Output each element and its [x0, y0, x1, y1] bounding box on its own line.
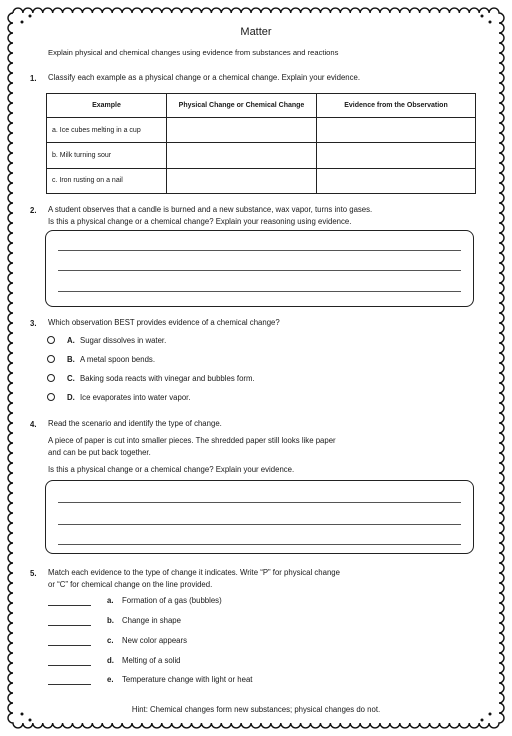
option-letter: C. — [67, 374, 75, 383]
corner-dot — [489, 21, 492, 24]
q3-number: 3. — [30, 319, 37, 328]
option-text: Baking soda reacts with vinegar and bubbles form. — [80, 374, 255, 383]
classification-table — [46, 93, 476, 194]
q3-text: Which observation BEST provides evidence of a chemical change? — [48, 318, 280, 327]
hint-text: Hint: Chemical changes form new substances; physical changes do not. — [131, 705, 381, 714]
answer-line — [58, 291, 461, 292]
corner-dot — [481, 15, 484, 18]
radio-circle-icon[interactable] — [47, 374, 55, 382]
answer-blank[interactable] — [48, 625, 91, 626]
answer-line — [58, 524, 461, 525]
corner-dot — [481, 719, 484, 722]
option-text: Ice evaporates into water vapor. — [80, 393, 191, 402]
table-row — [47, 168, 476, 193]
table-row — [47, 143, 476, 168]
row-example: b. Milk turning sour — [47, 143, 167, 168]
page-subtitle: Explain physical and chemical changes using evidence from substances and reactions — [48, 48, 339, 57]
q2-line2: Is this a physical change or a chemical change? Explain your reasoning using evidence. — [48, 217, 352, 226]
q4-scenario-line2: and can be put back together. — [48, 448, 151, 457]
option-letter: B. — [67, 355, 75, 364]
match-text: New color appears — [122, 636, 188, 645]
q5-line2: or “C” for chemical change on the line provided. — [48, 580, 213, 589]
corner-dot — [29, 15, 32, 18]
q2-line1: A student observes that a candle is burned and a new substance, wax vapor, turns into gases. — [48, 205, 373, 214]
match-letter: c. — [107, 636, 114, 645]
option-letter: A. — [67, 336, 75, 345]
match-letter: d. — [107, 656, 114, 665]
match-letter: b. — [107, 616, 114, 625]
match-text: Change in shape — [122, 616, 181, 625]
answer-line — [58, 502, 461, 503]
radio-circle-icon[interactable] — [47, 393, 55, 401]
row-evidence-cell[interactable] — [317, 143, 476, 168]
answer-blank[interactable] — [48, 684, 91, 685]
answer-blank[interactable] — [48, 605, 91, 606]
corner-dot — [29, 719, 32, 722]
match-text: Formation of a gas (bubbles) — [122, 596, 222, 605]
row-change-type-cell[interactable] — [167, 143, 317, 168]
row-example: c. Iron rusting on a nail — [47, 168, 167, 193]
answer-blank[interactable] — [48, 665, 91, 666]
row-change-type-cell[interactable] — [167, 118, 317, 143]
header-example: Example — [47, 94, 167, 118]
q4-question: Is this a physical change or a chemical change? Explain your evidence. — [48, 465, 295, 474]
q2-number: 2. — [30, 206, 37, 215]
match-letter: e. — [107, 675, 114, 684]
option-letter: D. — [67, 393, 75, 402]
answer-line — [58, 270, 461, 271]
answer-blank[interactable] — [48, 645, 91, 646]
header-change-type: Physical Change or Chemical Change — [167, 94, 317, 118]
match-letter: a. — [107, 596, 114, 605]
page-title: Matter — [240, 26, 272, 38]
option-text: Sugar dissolves in water. — [80, 336, 167, 345]
answer-line — [58, 544, 461, 545]
row-change-type-cell[interactable] — [167, 168, 317, 193]
q5-line1: Match each evidence to the type of change it indicates. Write “P” for physical change — [48, 568, 340, 577]
option-text: A metal spoon bends. — [80, 355, 155, 364]
q1-text: Classify each example as a physical change or a chemical change. Explain your evidence. — [48, 73, 361, 82]
table-row — [47, 118, 476, 143]
q4-scenario-line1: A piece of paper is cut into smaller pieces. The shredded paper still looks like paper — [48, 436, 336, 445]
answer-line — [58, 250, 461, 251]
match-text: Temperature change with light or heat — [122, 675, 253, 684]
q2-answer-box[interactable] — [45, 230, 474, 307]
row-evidence-cell[interactable] — [317, 168, 476, 193]
q4-answer-box[interactable] — [45, 480, 474, 554]
q5-number: 5. — [30, 569, 37, 578]
corner-dot — [21, 21, 24, 24]
q1-number: 1. — [30, 74, 37, 83]
header-evidence: Evidence from the Observation — [317, 94, 476, 118]
table-header-row — [47, 94, 476, 118]
match-text: Melting of a solid — [122, 656, 181, 665]
row-example: a. Ice cubes melting in a cup — [47, 118, 167, 143]
radio-circle-icon[interactable] — [47, 336, 55, 344]
q4-text: Read the scenario and identify the type of change. — [48, 419, 222, 428]
q4-number: 4. — [30, 420, 37, 429]
row-evidence-cell[interactable] — [317, 118, 476, 143]
radio-circle-icon[interactable] — [47, 355, 55, 363]
